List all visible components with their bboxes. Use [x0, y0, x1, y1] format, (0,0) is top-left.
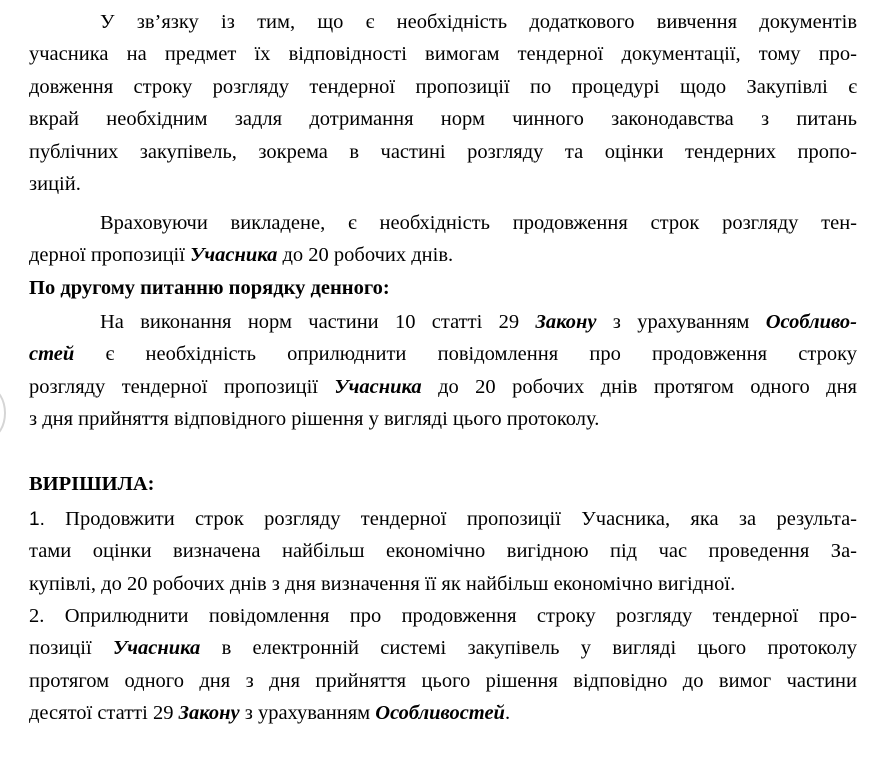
text-line: протягом одного дня з дня прийняття цього рішення відповідно до вимог частини	[29, 669, 857, 692]
text-line	[29, 697, 857, 729]
text-line: У зв’язку із тим, що є необхідність додаткового вивчення документів	[100, 11, 857, 33]
text-run: десятої статті 29	[29, 702, 179, 725]
heading-text: По другому питанню порядку денного:	[29, 277, 390, 299]
text-line: купівлі, до 20 робочих днів з дня визначення її як найбільш економічно вигідної.	[29, 572, 736, 595]
text-line	[29, 338, 857, 370]
text-run: позиції	[29, 637, 113, 660]
text-run: до 20 робочих днів.	[277, 244, 454, 267]
text-line: з дня прийняття відповідного рішення у вигляді цього протоколу.	[29, 408, 600, 431]
text-line	[29, 503, 857, 535]
text-run: .	[504, 702, 511, 725]
decision-item-2	[29, 600, 857, 730]
text-run: до 20 робочих днів протягом одного дня	[421, 375, 857, 398]
text-run: з урахуванням	[596, 311, 766, 333]
text-line	[29, 632, 857, 664]
text-line	[29, 239, 857, 271]
text-line: публічних закупівель, зокрема в частині розгляду та оцінки тендерних пропо-	[29, 140, 857, 163]
text-run: є необхідність оприлюднити повідомлення про продовження строку	[74, 343, 857, 366]
text-line: 2. Оприлюднити повідомлення про продовження строку розгляду тендерної про-	[29, 605, 857, 627]
paragraph-need-for-review	[29, 6, 857, 200]
text-line	[29, 306, 857, 338]
text-line: учасника на предмет їх відповідності вимогам тендерної документації, тому про-	[29, 43, 857, 66]
text-line: тами оцінки визначена найбільш економічно вигідною під час проведення За-	[29, 540, 857, 563]
paragraph-extension-need	[29, 207, 857, 272]
decision-item-1	[29, 503, 857, 600]
specifics-term: Особливостей	[375, 702, 505, 725]
specifics-term: стей	[29, 343, 75, 366]
text-run: з урахуванням	[239, 702, 376, 725]
heading-text: ВИРІШИЛА:	[29, 473, 155, 495]
margin-scroll-mark	[0, 388, 6, 438]
agenda-item-heading	[29, 272, 857, 304]
decision-heading	[29, 468, 857, 500]
text-run: Продовжити строк розгляду тендерної пропозиції Учасника, яка за результа-	[44, 508, 857, 530]
text-line: зицій.	[29, 172, 81, 195]
paragraph-publish-notice	[29, 306, 857, 436]
participant-term: Учасника	[190, 244, 278, 267]
text-run: розгляду тендерної пропозиції	[29, 375, 335, 398]
text-line: Враховуючи викладене, є необхідність продовження строк розгляду тен-	[100, 212, 857, 234]
participant-term: Учасника	[334, 375, 422, 398]
text-run: в електронній системі закупівель у вигляді цього протоколу	[200, 637, 857, 660]
text-line	[29, 371, 857, 403]
law-term: Закону	[178, 702, 240, 725]
text-run: дерної пропозиції	[29, 244, 191, 267]
law-term: Закону	[535, 311, 597, 333]
participant-term: Учасника	[112, 637, 201, 660]
text-line: довження строку розгляду тендерної пропозиції по процедурі щодо Закупівлі є	[29, 75, 857, 98]
specifics-term: Особливо-	[765, 311, 857, 333]
item-number: 1.	[29, 509, 45, 530]
text-line: вкрай необхідним задля дотримання норм чинного законодавства з питань	[29, 108, 857, 131]
text-run: На виконання норм частини 10 статті 29	[100, 311, 536, 333]
